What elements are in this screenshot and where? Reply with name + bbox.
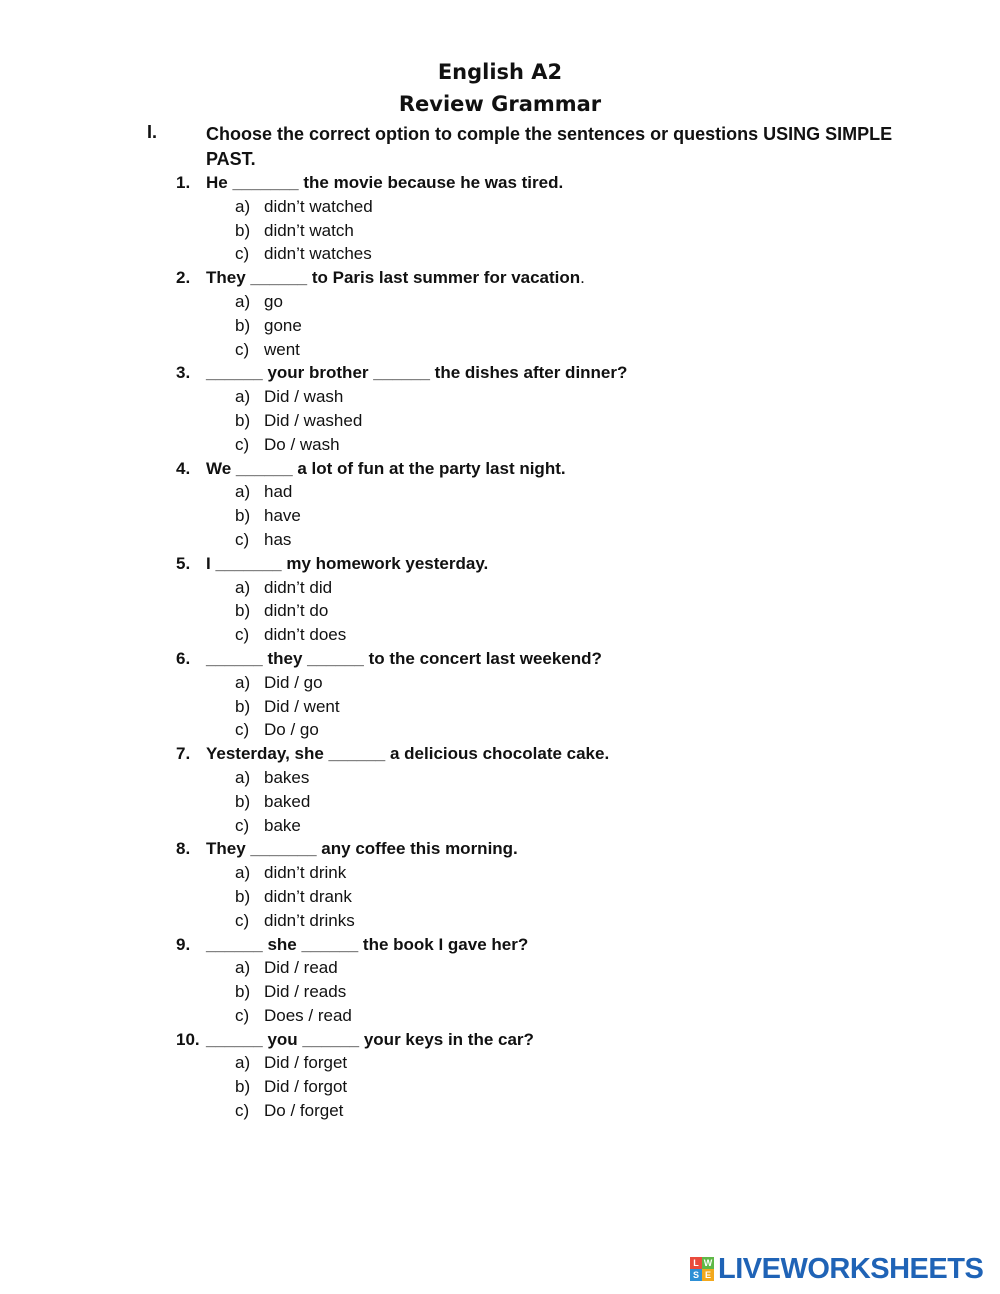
- answer-option[interactable]: [0, 242, 1000, 266]
- section-number: I.: [147, 122, 158, 142]
- question-number: 8.: [176, 839, 191, 859]
- option-text: baked: [264, 791, 311, 811]
- question-text: [206, 266, 585, 290]
- question-line: [0, 1028, 1000, 1052]
- answer-option[interactable]: [0, 623, 1000, 647]
- answer-option[interactable]: [0, 528, 1000, 552]
- answer-option[interactable]: [0, 766, 1000, 790]
- option-text: Did / reads: [264, 982, 347, 1002]
- logo-mark-letter: W: [703, 1258, 713, 1268]
- liveworksheets-logo-icon: [690, 1257, 714, 1281]
- option-text: Does / read: [264, 1005, 352, 1025]
- question-item: [0, 171, 1000, 266]
- option-text: Did / went: [264, 696, 340, 716]
- question-text: [206, 837, 518, 861]
- option-text: didn’t watched: [264, 196, 373, 216]
- option-text: gone: [264, 315, 302, 335]
- section-instruction: Choose the correct option to comple the sentences or questions USING SIMPLE PAST.: [206, 124, 893, 169]
- question-stem: I _______ my homework yesterday.: [206, 553, 489, 573]
- option-text: didn’t did: [264, 577, 333, 597]
- option-letter: a): [235, 1053, 251, 1073]
- question-number: 7.: [176, 744, 191, 764]
- option-text: Did / washed: [264, 410, 363, 430]
- answer-option[interactable]: [0, 433, 1000, 457]
- option-text: Do / forget: [264, 1101, 344, 1121]
- option-text: didn’t drinks: [264, 910, 355, 930]
- answer-option[interactable]: [0, 909, 1000, 933]
- answer-option[interactable]: [0, 695, 1000, 719]
- question-line: [0, 933, 1000, 957]
- question-item: [0, 266, 1000, 361]
- option-letter: c): [235, 815, 250, 835]
- option-text: have: [264, 506, 301, 526]
- option-letter: c): [235, 910, 250, 930]
- option-text: bake: [264, 815, 301, 835]
- question-item: [0, 837, 1000, 932]
- option-letter: b): [235, 791, 251, 811]
- option-letter: b): [235, 315, 251, 335]
- answer-option[interactable]: [0, 790, 1000, 814]
- answer-option[interactable]: [0, 338, 1000, 362]
- question-line: [0, 837, 1000, 861]
- question-number: 6.: [176, 648, 191, 668]
- question-list: [0, 171, 1000, 1123]
- answer-option[interactable]: [0, 290, 1000, 314]
- option-letter: c): [235, 339, 250, 359]
- option-letter: a): [235, 387, 251, 407]
- question-number: 10.: [176, 1029, 200, 1049]
- option-text: Do / go: [264, 720, 319, 740]
- question-line: [0, 171, 1000, 195]
- question-text: [206, 171, 563, 195]
- question-line: [0, 647, 1000, 671]
- logo-mark-letter: L: [690, 1257, 702, 1269]
- page-title: English A2: [437, 60, 563, 84]
- answer-option[interactable]: [0, 671, 1000, 695]
- logo-mark-letter: E: [702, 1269, 714, 1281]
- option-letter: c): [235, 1101, 250, 1121]
- option-letter: a): [235, 291, 251, 311]
- question-line: [0, 361, 1000, 385]
- question-stem: ______ your brother ______ the dishes after dinner?: [206, 363, 628, 383]
- answer-option[interactable]: [0, 1004, 1000, 1028]
- option-letter: c): [235, 1005, 250, 1025]
- question-item: [0, 933, 1000, 1028]
- answer-option[interactable]: [0, 480, 1000, 504]
- question-item: [0, 742, 1000, 837]
- answer-option[interactable]: [0, 195, 1000, 219]
- question-number: 1.: [176, 173, 191, 192]
- option-letter: b): [235, 220, 251, 240]
- option-text: Did / read: [264, 958, 338, 978]
- answer-option[interactable]: [0, 1099, 1000, 1123]
- option-text: go: [264, 291, 283, 311]
- answer-option[interactable]: [0, 1051, 1000, 1075]
- option-text: has: [264, 529, 292, 549]
- option-letter: b): [235, 506, 251, 526]
- option-letter: b): [235, 886, 251, 906]
- option-letter: b): [235, 696, 251, 716]
- option-letter: b): [235, 410, 251, 430]
- answer-option[interactable]: [0, 599, 1000, 623]
- question-stem: We ______ a lot of fun at the party last night.: [206, 458, 566, 478]
- liveworksheets-logo: [690, 1252, 983, 1286]
- page-subtitle: Review Grammar: [398, 92, 602, 116]
- answer-option[interactable]: [0, 980, 1000, 1004]
- answer-option[interactable]: [0, 718, 1000, 742]
- question-item: [0, 361, 1000, 456]
- answer-option[interactable]: [0, 219, 1000, 243]
- question-text: [206, 647, 602, 671]
- question-item: [0, 1028, 1000, 1123]
- question-number: 3.: [176, 363, 191, 383]
- question-text: [206, 742, 609, 766]
- option-text: didn’t drink: [264, 863, 347, 883]
- question-line: [0, 457, 1000, 481]
- question-stem: They _______ any coffee this morning.: [206, 839, 518, 859]
- option-text: Did / wash: [264, 387, 344, 407]
- question-text: [206, 1028, 534, 1052]
- option-letter: b): [235, 1077, 251, 1097]
- question-item: [0, 457, 1000, 552]
- option-letter: a): [235, 196, 251, 216]
- option-letter: c): [235, 625, 250, 645]
- answer-option[interactable]: [0, 576, 1000, 600]
- logo-mark-letter: S: [690, 1269, 702, 1281]
- option-text: didn’t do: [264, 601, 329, 621]
- option-letter: b): [235, 982, 251, 1002]
- question-stem: ______ they ______ to the concert last weekend?: [206, 648, 602, 668]
- option-letter: c): [235, 720, 250, 740]
- option-letter: a): [235, 958, 251, 978]
- option-text: had: [264, 482, 293, 502]
- option-letter: c): [235, 434, 250, 454]
- question-stem: ______ you ______ your keys in the car?: [206, 1029, 534, 1049]
- option-text: didn’t watches: [264, 244, 372, 264]
- option-text: went: [264, 339, 300, 359]
- question-stem: He _______ the movie because he was tired.: [206, 173, 564, 192]
- answer-option[interactable]: [0, 861, 1000, 885]
- question-text: [206, 552, 488, 576]
- option-text: didn’t does: [264, 625, 347, 645]
- question-line: [0, 742, 1000, 766]
- answer-option[interactable]: [0, 504, 1000, 528]
- answer-option[interactable]: [0, 814, 1000, 838]
- option-text: Did / forget: [264, 1053, 348, 1073]
- option-letter: c): [235, 244, 250, 264]
- question-number: 4.: [176, 458, 191, 478]
- answer-option[interactable]: [0, 385, 1000, 409]
- question-stem: Yesterday, she ______ a delicious chocolate cake.: [206, 744, 610, 764]
- question-text: [206, 361, 627, 385]
- option-text: didn’t drank: [264, 886, 352, 906]
- question-number: 2.: [176, 268, 191, 288]
- question-number: 9.: [176, 934, 191, 954]
- question-stem: ______ she ______ the book I gave her?: [206, 934, 529, 954]
- answer-option[interactable]: [0, 1075, 1000, 1099]
- logo-text: LIVEWORKSHEETS: [718, 1252, 984, 1285]
- question-suffix: .: [580, 268, 585, 288]
- question-line: [0, 552, 1000, 576]
- question-stem: They ______ to Paris last summer for vacation: [206, 268, 581, 288]
- question-line: [0, 266, 1000, 290]
- option-text: didn’t watch: [264, 220, 354, 240]
- answer-option[interactable]: [0, 314, 1000, 338]
- question-item: [0, 552, 1000, 647]
- answer-option[interactable]: [0, 885, 1000, 909]
- option-letter: b): [235, 601, 251, 621]
- option-letter: a): [235, 767, 251, 787]
- option-text: Do / wash: [264, 434, 340, 454]
- answer-option[interactable]: [0, 956, 1000, 980]
- question-text: [206, 933, 528, 957]
- question-text: [206, 457, 566, 481]
- option-text: Did / go: [264, 672, 323, 692]
- answer-option[interactable]: [0, 409, 1000, 433]
- option-text: bakes: [264, 767, 310, 787]
- option-text: Did / forgot: [264, 1077, 348, 1097]
- question-item: [0, 647, 1000, 742]
- option-letter: a): [235, 482, 251, 502]
- option-letter: a): [235, 863, 251, 883]
- option-letter: a): [235, 577, 251, 597]
- option-letter: c): [235, 529, 250, 549]
- question-number: 5.: [176, 553, 191, 573]
- option-letter: a): [235, 672, 251, 692]
